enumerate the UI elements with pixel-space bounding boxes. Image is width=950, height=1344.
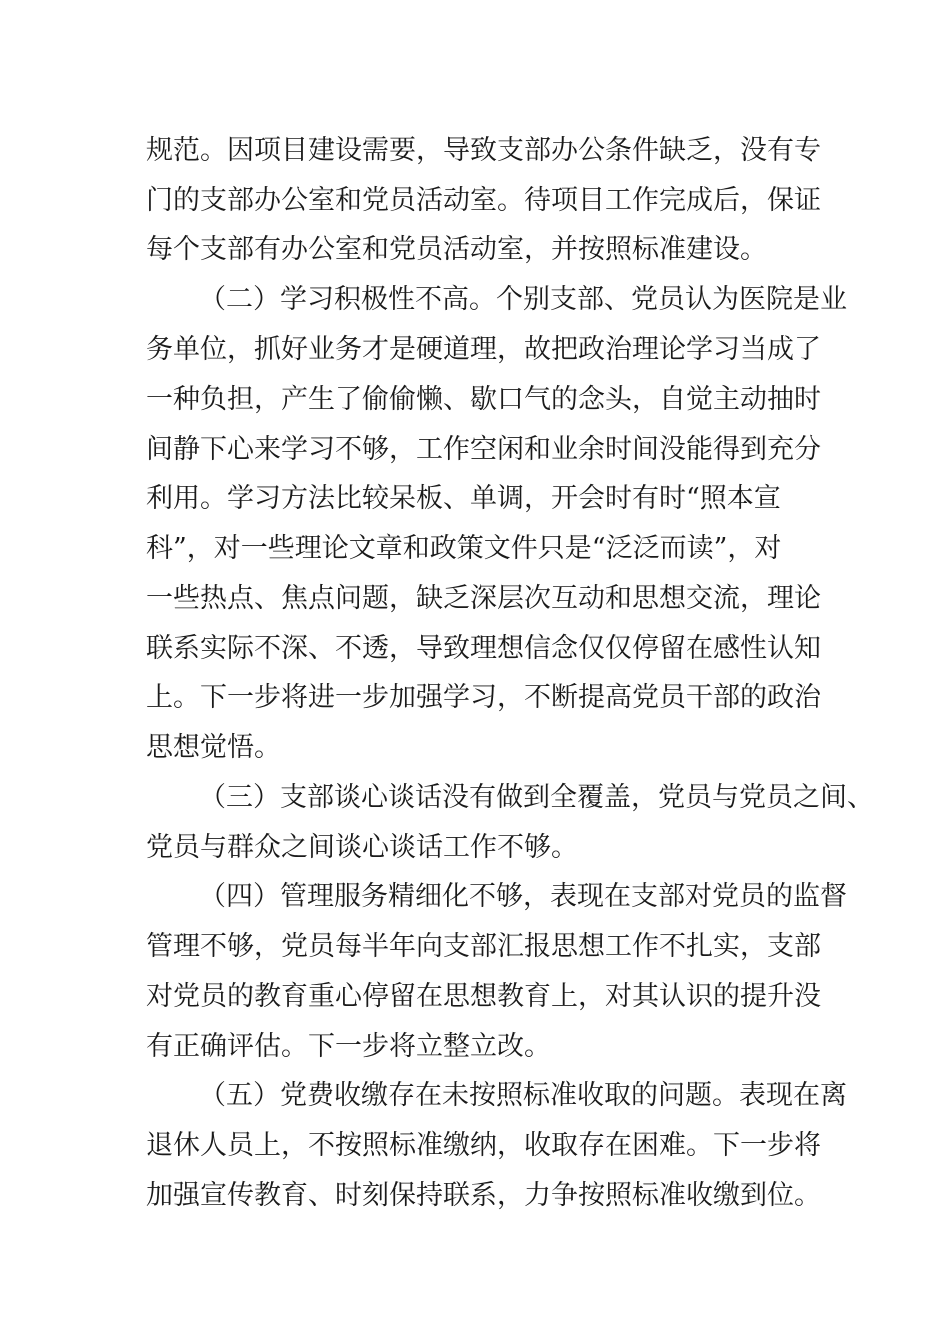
text-line: （五）党费收缴存在未按照标准收取的问题。表现在离 [199, 1080, 847, 1111]
text-line: 规范。因项目建设需要，导致支部办公条件缺乏，没有专 [146, 135, 821, 166]
text-line: 有正确评估。下一步将立整立改。 [146, 1031, 551, 1062]
text-line: 门的支部办公室和党员活动室。待项目工作完成后，保证 [146, 185, 821, 216]
text-line: 利用。学习方法比较呆板、单调，开会时有时“照本宣 [146, 483, 781, 514]
text-line: 科”，对一些理论文章和政策文件只是“泛泛而读”，对 [146, 533, 782, 564]
text-line: 间静下心来学习不够，工作空闲和业余时间没能得到充分 [146, 434, 821, 465]
text-line: 加强宣传教育、时刻保持联系，力争按照标准收缴到位。 [146, 1180, 821, 1211]
text-line: （三）支部谈心谈话没有做到全覆盖，党员与党员之间、 [199, 782, 874, 813]
text-line: 每个支部有办公室和党员活动室，并按照标准建设。 [146, 234, 767, 265]
text-line: 管理不够，党员每半年向支部汇报思想工作不扎实，支部 [146, 931, 821, 962]
text-line: （四）管理服务精细化不够，表现在支部对党员的监督 [199, 881, 847, 912]
text-line: 对党员的教育重心停留在思想教育上，对其认识的提升没 [146, 981, 821, 1012]
text-line: 党员与群众之间谈心谈话工作不够。 [146, 832, 578, 863]
text-line: 联系实际不深、不透，导致理想信念仅仅停留在感性认知 [146, 633, 821, 664]
text-line: 一些热点、焦点问题，缺乏深层次互动和思想交流，理论 [146, 583, 821, 614]
text-line: 退休人员上，不按照标准缴纳，收取存在困难。下一步将 [146, 1130, 821, 1161]
text-line: 务单位，抓好业务才是硬道理，故把政治理论学习当成了 [146, 334, 821, 365]
text-line: 上。下一步将进一步加强学习，不断提高党员干部的政治 [146, 682, 821, 713]
text-line: （二）学习积极性不高。个别支部、党员认为医院是业 [199, 284, 847, 315]
text-line: 一种负担，产生了偷偷懒、歇口气的念头，自觉主动抽时 [146, 384, 821, 415]
text-line: 思想觉悟。 [146, 732, 281, 763]
